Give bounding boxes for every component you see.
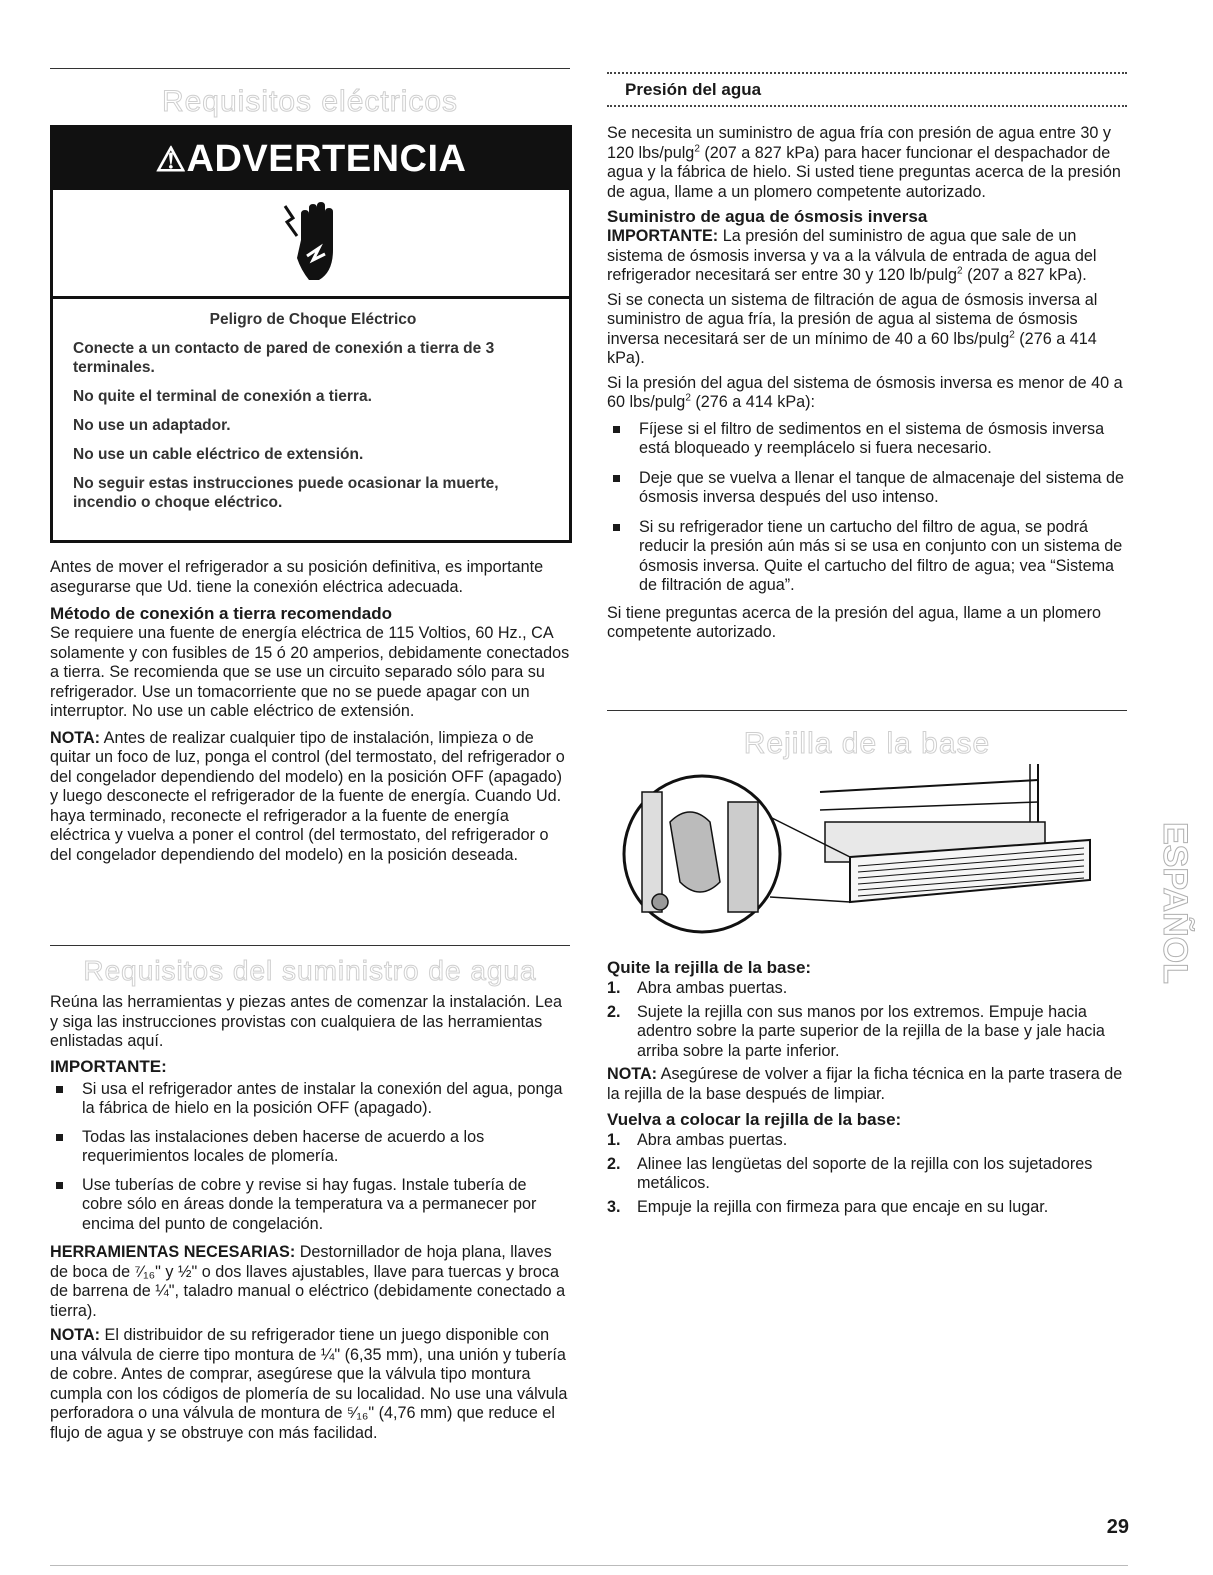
- pressure-text-b: (207 a 827 kPa) para hacer funcionar el despachador de agua y la fábrica de hielo. Si usted tiene preguntas acerca de la presión de agua, llame a un plomero competente autorizado.: [607, 143, 1121, 201]
- replace-steps: [607, 1131, 1127, 1217]
- tools-label: HERRAMIENTAS NECESARIAS:: [50, 1243, 296, 1261]
- left-text-block-1: [50, 558, 570, 865]
- remove-heading: Quite la rejilla de la base:: [607, 958, 812, 977]
- list-item: 1. Abra ambas puertas.: [607, 979, 788, 997]
- list-item: Use tuberías de cobre y revise si hay fugas. Instale tubería de cobre sólo en áreas donde la temperatura va a permanecer por encima del punto de congelación.: [50, 1176, 570, 1235]
- section-title-water: Requisitos del suministro de agua: [83, 955, 537, 986]
- tools-text: Destornillador de hoja plana, llaves de boca de ⁷⁄₁₆" y ½" o dos llaves ajustables, llave para tuercas y broca de barrena de ¼", taladro manual o eléctrico (debidamente conectado a tierra).: [50, 1243, 566, 1320]
- bottom-rule: [50, 1565, 1128, 1566]
- nota-text: Asegúrese de volver a fijar la ficha técnica en la parte trasera de la rejilla de la base después de limpiar.: [607, 1065, 1123, 1103]
- pressure-text-a: Se necesita un suministro de agua fría con presión de agua entre 30 y 120 lbs/pulg: [607, 124, 1111, 162]
- ro-p2-text-b: (276 a 414 kPa).: [607, 329, 1097, 367]
- nota-paragraph-2: [50, 1326, 570, 1443]
- nota-text: Antes de realizar cualquier tipo de instalación, limpieza o de quitar un foco de luz, ponga el control (del termostato, del refrigerador o del congelador dependiendo del modelo) en la posición OFF (apagado) y luego desconecte el refrigerador de la fuente de energía. Cuando Ud. haya terminado, reconecte el refrigerador a la fuente de energía eléctrica y vuelva a poner el control (del termostato, del refrigerador o del congelador dependiendo del modelo) en la posición deseada.: [50, 728, 565, 864]
- superscript: 2: [1009, 329, 1015, 341]
- warning-triangle-icon: ⚠: [155, 141, 187, 179]
- tools-paragraph: [50, 1243, 570, 1321]
- remove-steps: [607, 979, 1127, 1061]
- step-text: Alinee las lengüetas del soporte de la rejilla con los sujetadores metálicos.: [637, 1154, 1093, 1192]
- language-side-tab: [1150, 812, 1194, 1062]
- warning-box: [50, 125, 572, 543]
- superscript: 2: [957, 265, 963, 277]
- list-item: Si su refrigerador tiene un cartucho del filtro de agua, se podrá reducir la presión aún más si se usa en conjunto con un sistema de ósmosis inversa. Quite el cartucho del filtro de agua; vea “Sistema de filtración de agua”.: [607, 518, 1127, 596]
- list-item: 1. Abra ambas puertas.: [607, 1131, 788, 1149]
- ro-paragraph-2: [607, 291, 1127, 369]
- warning-line: No quite el terminal de conexión a tierra.: [73, 388, 372, 405]
- step-text: Abra ambas puertas.: [637, 979, 788, 997]
- nota-label: NOTA:: [50, 728, 101, 747]
- importante-heading: IMPORTANTE:: [50, 1056, 167, 1076]
- right-text-block-1: [607, 124, 1127, 643]
- superscript: 2: [685, 392, 691, 404]
- nota-text: El distribuidor de su refrigerador tiene un juego disponible con una válvula de cierre tipo montura de ¼" (6,35 mm), una unión y tubería de cobre. Antes de comprar, asegúrese que la válvula tipo montura cumpla con los códigos de plomería de su localidad. No use una válvula perforadora o una válvula de montura de ⁵⁄₁₆" (4,76 mm) que reduce el flujo de agua y se obstruye con más facilidad.: [50, 1326, 568, 1442]
- pressure-paragraph: [607, 124, 1127, 202]
- warning-heading: ADVERTENCIA: [186, 138, 467, 180]
- warning-body: [73, 310, 553, 522]
- step-text: Abra ambas puertas.: [637, 1131, 788, 1149]
- list-item: Si usa el refrigerador antes de instalar la conexión del agua, ponga la fábrica de hielo en la posición OFF (apagado).: [50, 1080, 570, 1119]
- warning-header: [53, 128, 569, 190]
- section-title-electrical: Requisitos eléctricos: [161, 85, 459, 118]
- method-paragraph: Se requiere una fuente de energía eléctrica de 115 Voltios, 60 Hz., CA solamente y con fusibles de 15 ó 20 amperios, debidamente conectados a tierra. Se recomienda que se use un circuito separado sólo para su refrigerador. Use un tomacorriente que no se puede apagar con un interruptor. No use un cable eléctrico de extensión.: [50, 624, 570, 720]
- warning-line: No seguir estas instrucciones puede ocasionar la muerte, incendio o choque eléctrico.: [73, 475, 499, 511]
- replace-heading: Vuelva a colocar la rejilla de la base:: [607, 1110, 902, 1129]
- nota-label: NOTA:: [50, 1326, 101, 1344]
- electric-shock-hand-icon: [279, 200, 349, 288]
- warning-line: Conecte a un contacto de pared de conexión a tierra de 3 terminales.: [73, 340, 495, 376]
- ro-p2-text-a: Si se conecta un sistema de filtración de agua de ósmosis inversa al suministro de agua fría, la presión de agua al sistema de ósmosis inversa necesitará ser de un mínimo de 40 a 60 lbs/pulg: [607, 290, 1098, 348]
- warning-line: No use un cable eléctrico de extensión.: [73, 446, 364, 463]
- list-item: 3. Empuje la rejilla con firmeza para que encaje en su lugar.: [607, 1197, 1049, 1216]
- nota-paragraph-1: [50, 729, 570, 866]
- warning-line: No use un adaptador.: [73, 417, 231, 434]
- step-text: Empuje la rejilla con firmeza para que encaje en su lugar.: [637, 1197, 1049, 1216]
- nota-label: NOTA:: [607, 1065, 658, 1083]
- water-intro: Reúna las herramientas y piezas antes de comenzar la instalación. Lea y siga las instrucciones provistas con cualquiera de las herramientas enlistadas aquí.: [50, 993, 562, 1050]
- ro-important-paragraph: [607, 227, 1127, 286]
- ro-paragraph-3: [607, 374, 1127, 413]
- top-rule-left: [50, 68, 570, 69]
- section-title-grille: Rejilla de la base: [743, 727, 991, 760]
- list-item: Deje que se vuelva a llenar el tanque de almacenaje del sistema de ósmosis inversa después del uso intenso.: [607, 469, 1127, 508]
- ro-heading: Suministro de agua de ósmosis inversa: [607, 207, 928, 226]
- ro-important-label: IMPORTANTE:: [607, 227, 719, 245]
- step-text: Sujete la rejilla con sus manos por los extremos. Empuje hacia adentro sobre la parte superior de la rejilla de la base y jale hacia arriba sobre la parte inferior.: [637, 1002, 1105, 1060]
- pressure-heading: Presión del agua: [625, 80, 762, 99]
- page-number: 29: [1106, 1516, 1129, 1538]
- mid-rule-left: [50, 945, 570, 946]
- ro-list: [607, 420, 1127, 596]
- mid-rule-right: [607, 710, 1127, 711]
- list-item: Fíjese si el filtro de sedimentos en el sistema de ósmosis inversa está bloqueado y reemplácelo si fuera necesario.: [607, 420, 1127, 459]
- ro-important-text-b: (207 a 827 kPa).: [962, 266, 1087, 284]
- ro-p3-text-b: (276 a 414 kPa):: [690, 393, 816, 411]
- importante-list: [50, 1080, 570, 1235]
- list-item: 2. Alinee las lengüetas del soporte de la rejilla con los sujetadores metálicos.: [607, 1154, 1093, 1192]
- nota-paragraph-3: [607, 1065, 1127, 1104]
- dotted-rule-top: [607, 72, 1127, 74]
- ro-p3-text-a: Si la presión del agua del sistema de ósmosis inversa es menor de 40 a 60 lbs/pulg: [607, 373, 1123, 411]
- ro-important-text-a: La presión del suministro de agua que sale de un sistema de ósmosis inversa y va a la válvula de entrada de agua del refrigerador necesitará ser entre 30 y 120 lb/pulg: [607, 227, 1097, 284]
- ro-closing-paragraph: Si tiene preguntas acerca de la presión del agua, llame a un plomero competente autorizado.: [607, 603, 1102, 641]
- base-grille-illustration: [620, 762, 1100, 940]
- intro-paragraph: Antes de mover el refrigerador a su posición definitiva, es importante asegurarse que Ud. tiene la conexión eléctrica adecuada.: [50, 558, 544, 596]
- left-text-block-2: [50, 993, 570, 1443]
- right-text-block-2: [607, 958, 1127, 1217]
- superscript: 2: [694, 143, 700, 155]
- list-item: 2. Sujete la rejilla con sus manos por los extremos. Empuje hacia adentro sobre la parte superior de la rejilla de la base y jale hacia arriba sobre la parte inferior.: [607, 1002, 1105, 1060]
- side-tab-label: ESPAÑOL: [1156, 822, 1194, 984]
- method-heading: Método de conexión a tierra recomendado: [50, 604, 392, 623]
- dotted-rule-bottom: [607, 105, 1127, 107]
- warning-caption: Peligro de Choque Eléctrico: [209, 311, 417, 328]
- list-item: Todas las instalaciones deben hacerse de acuerdo a los requerimientos locales de plomería.: [50, 1128, 570, 1167]
- warning-separator: [53, 296, 569, 299]
